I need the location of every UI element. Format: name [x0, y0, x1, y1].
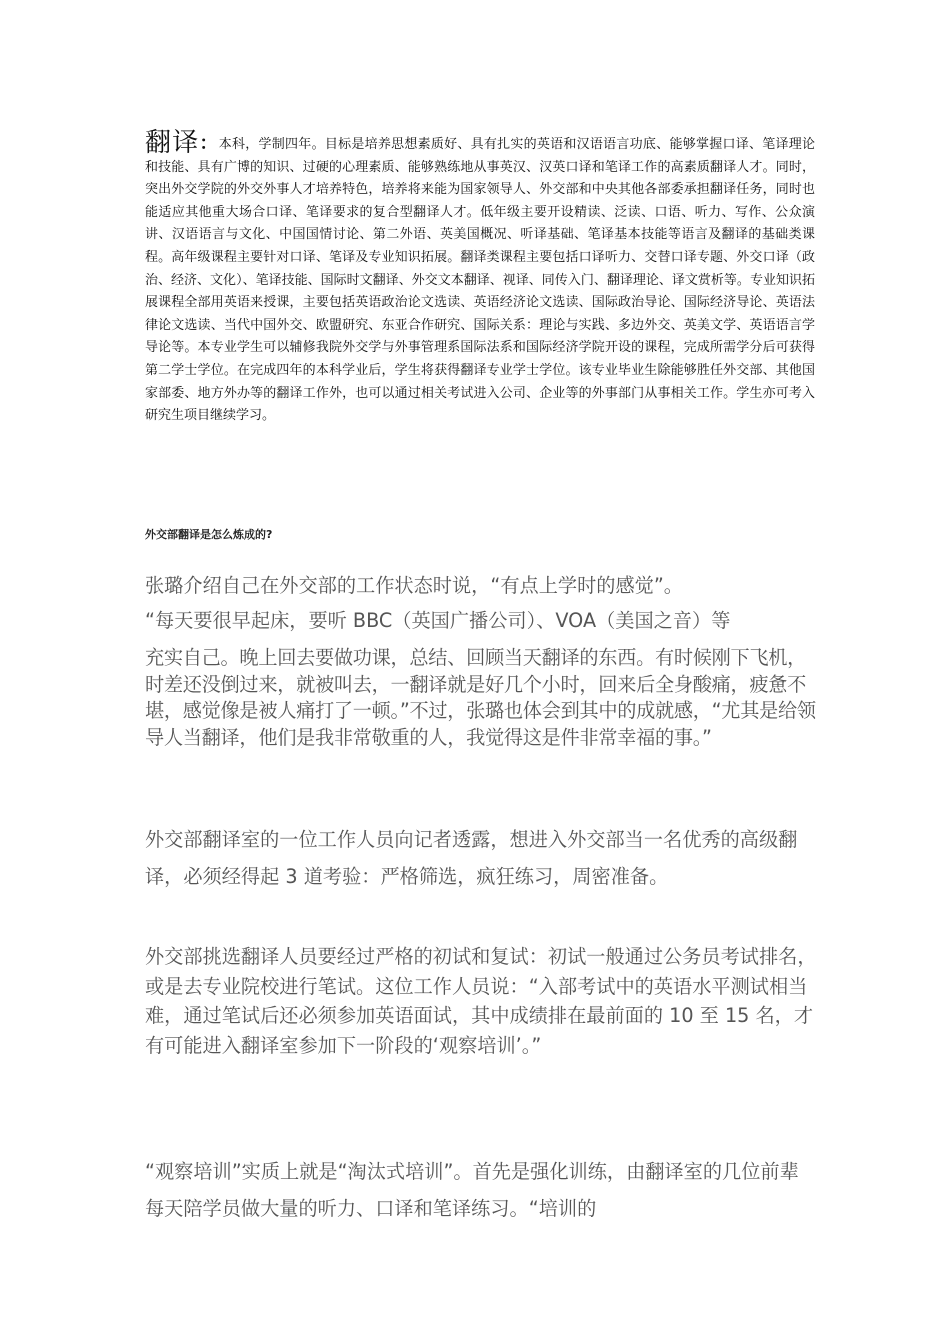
- intro-text: 本科，学制四年。目标是培养思想素质好、具有扎实的英语和汉语语言功底、能够掌握口译、笔译理论和技能、具有广博的知识、过硬的心理素质、能够熟练地从事英汉、汉英口译和笔译工作的高素质翻译人才。同时，突出外交学院的外交外事人才培养特色，培养将来能为国家领导人、外交部和中央其他各部委承担翻译任务，同时也能适应其他重大场合口译、笔译要求的复合型翻译人才。低年级主要开设精读、泛读、口语、听力、写作、公众演讲、汉语语言与文化、中国国情讨论、第二外语、英美国概况、听译基础、笔译基本技能等语言及翻译的基础类课程。高年级课程主要针对口译、笔译及专业知识拓展。翻译类课程主要包括口译听力、交替口译专题、外交口译（政治、经济、文化）、笔译技能、国际时文翻译、外交文本翻译、视译、同传入门、翻译理论、译文赏析等。专业知识拓展课程全部用英语来授课，主要包括英语政治论文选读、英语经济论文选读、国际政治导论、国际经济导论、英语法律论文选读、当代中国外交、欧盟研究、东亚合作研究、国际关系：理论与实践、多边外交、英美文学、英语语言学导论等。本专业学生可以辅修我院外交学与外事管理系国际法系和国际经济学院开设的课程，完成所需学分后可获得第二学士学位。在完成四年的本科学业后，学生将获得翻译专业学士学位。该专业毕业生除能够胜任外交部、其他国家部委、地方外办等的翻译工作外，也可以通过相关考试进入公司、企业等的外事部门从事相关工作。学生亦可考入研究生项目继续学习。: [145, 137, 815, 424]
- intro-colon: ：: [199, 133, 218, 154]
- body-paragraph-4: “观察培训”实质上就是“淘汰式培训”。首先是强化训练，由翻译室的几位前辈每天陪学员做大量的听力、口译和笔译练习。“培训的: [145, 1160, 799, 1220]
- intro-lead-term: 翻译: [145, 128, 200, 158]
- body-paragraph-1-continued: 充实自己。晚上回去要做功课，总结、回顾当天翻译的东西。有时候刚下飞机，时差还没倒过来，就被叫去，一翻译就是好几个小时，回来后全身酸痛，疲惫不堪，感觉像是被人痛打了一顿。”不过，张璐也体会到其中的成就感，“尤其是给领导人当翻译，他们是我非常敬重的人，我觉得这是件非常幸福的事。”: [145, 646, 816, 749]
- intro-paragraph: [145, 128, 815, 428]
- body-paragraph-1-line-1: 张璐介绍自己在外交部的工作状态时说，“有点上学时的感觉”。: [145, 574, 683, 597]
- section-heading: 外交部翻译是怎么炼成的?: [145, 528, 273, 541]
- body-paragraph-1-line-2: “每天要很早起床，要听 BBC（英国广播公司）、VOA（美国之音）等: [145, 609, 731, 632]
- body-paragraph-2: 外交部翻译室的一位工作人员向记者透露，想进入外交部当一名优秀的高级翻译，必须经得起 3 道考验：严格筛选，疯狂练习，周密准备。: [145, 828, 798, 888]
- body-paragraph-3: 外交部挑选翻译人员要经过严格的初试和复试：初试一般通过公务员考试排名，或是去专业院校进行笔试。这位工作人员说：“入部考试中的英语水平测试相当难，通过笔试后还必须参加英语面试，其中成绩排在最前面的 10 至 15 名，才有可能进入翻译室参加下一阶段的‘观察培训’。”: [145, 945, 817, 1057]
